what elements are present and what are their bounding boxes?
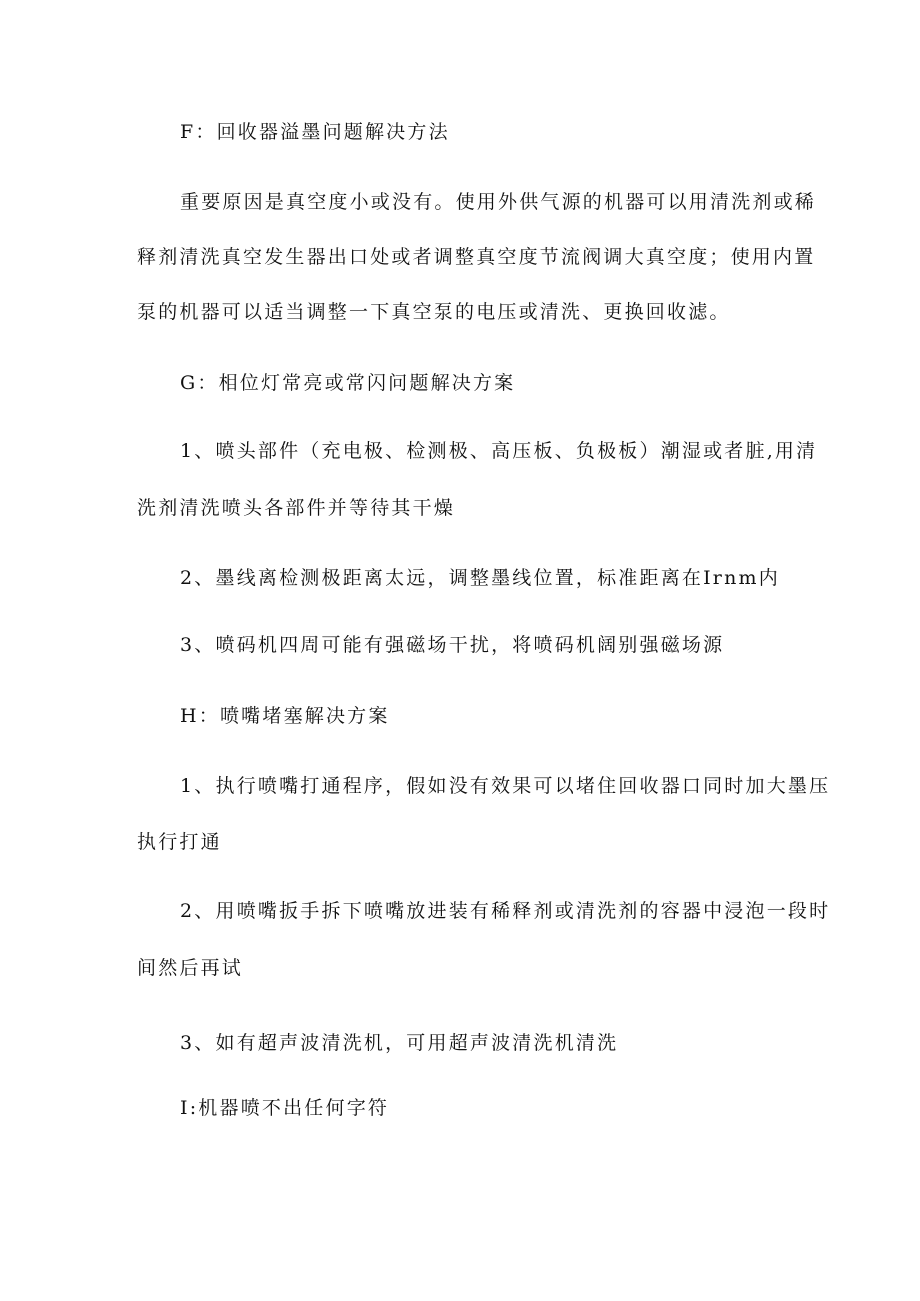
- item-g1-line-1: 1、喷头部件（充电极、检测极、高压板、负极板）潮湿或者脏,用清: [180, 440, 818, 462]
- heading-g: G：相位灯常亮或常闪问题解决方案: [180, 372, 516, 394]
- paragraph-f-line-1: 重要原因是真空度小或没有。使用外供气源的机器可以用清洗剂或稀: [180, 191, 817, 213]
- item-g1-line-2: 洗剂清洗喷头各部件并等待其干燥: [137, 497, 456, 519]
- item-h1-line-2: 执行打通: [137, 831, 222, 853]
- heading-h: H：喷嘴堵塞解决方案: [180, 705, 390, 727]
- heading-i: I:机器喷不出任何字符: [180, 1097, 390, 1119]
- paragraph-f-line-3: 泵的机器可以适当调整一下真空泵的电压或清洗、更换回收滤。: [137, 301, 731, 323]
- item-g2: 2、墨线离检测极距离太远，调整墨线位置，标准距离在Irnm内: [180, 567, 780, 589]
- paragraph-f-line-2: 释剂清洗真空发生器出口处或者调整真空度节流阀调大真空度；使用内置: [137, 246, 816, 268]
- item-h2-line-1: 2、用喷嘴扳手拆下喷嘴放进装有稀释剂或清洗剂的容器中浸泡一段时: [180, 900, 831, 922]
- heading-f: F：回收器溢墨问题解决方法: [180, 121, 450, 143]
- item-h2-line-2: 间然后再试: [137, 957, 244, 979]
- item-h1-line-1: 1、执行喷嘴打通程序，假如没有效果可以堵住回收器口同时加大墨压: [180, 775, 831, 797]
- item-h3: 3、如有超声波清洗机，可用超声波清洗机清洗: [180, 1032, 619, 1054]
- item-g3: 3、喷码机四周可能有强磁场干扰，将喷码机阔别强磁场源: [180, 634, 725, 656]
